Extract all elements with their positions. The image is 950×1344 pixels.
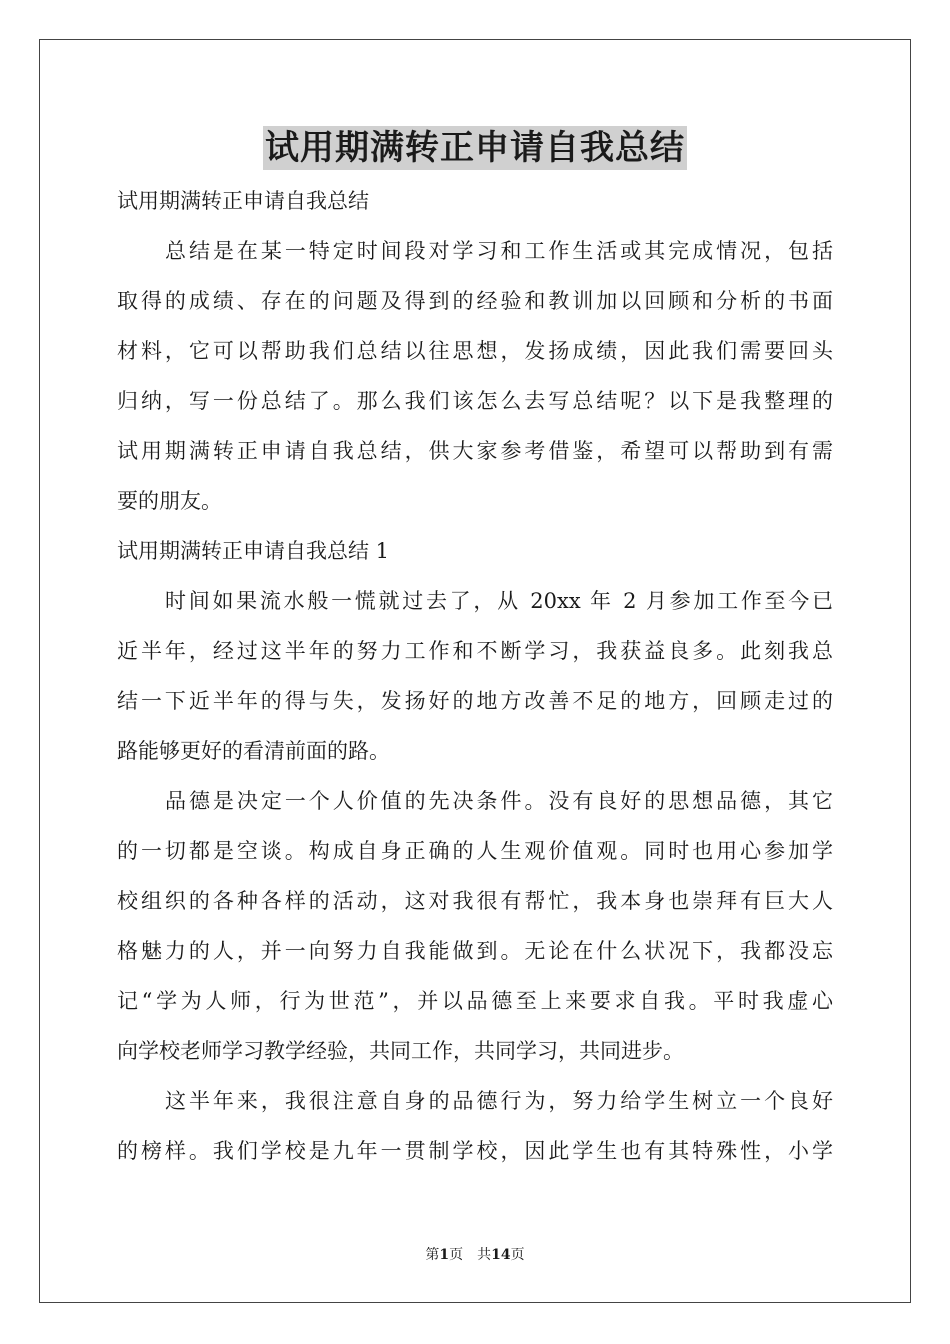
paragraph-line: 归纳，写一份总结了。那么我们该怎么去写总结呢？以下是我整理的 <box>117 389 833 413</box>
document-body <box>117 176 833 1176</box>
paragraph-line: 格魅力的人，并一向努力自我能做到。无论在什么状况下，我都没忘 <box>117 939 833 963</box>
page-footer <box>0 1245 950 1265</box>
paragraph-line: 近半年，经过这半年的努力工作和不断学习，我获益良多。此刻我总 <box>117 639 833 663</box>
page-total: 14 <box>491 1247 511 1263</box>
paragraph-line: 试用期满转正申请自我总结，供大家参考借鉴，希望可以帮助到有需 <box>117 439 833 463</box>
paragraph-line: 校组织的各种各样的活动，这对我很有帮忙，我本身也崇拜有巨大人 <box>117 889 833 913</box>
document-title: 试用期满转正申请自我总结 <box>265 128 685 168</box>
paragraph-line: 总结是在某一特定时间段对学习和工作生活或其完成情况，包括 <box>165 239 833 263</box>
paragraph-line: 路能够更好的看清前面的路。 <box>117 739 390 763</box>
intro-heading: 试用期满转正申请自我总结 <box>117 189 369 213</box>
paragraph-line: 的榜样。我们学校是九年一贯制学校，因此学生也有其特殊性，小学 <box>117 1139 833 1163</box>
paragraph-line: 要的朋友。 <box>117 489 222 513</box>
footer-suffix: 页 <box>510 1247 525 1263</box>
section-heading: 试用期满转正申请自我总结 1 <box>117 539 390 563</box>
paragraph-line: 这半年来，我很注意自身的品德行为，努力给学生树立一个良好 <box>165 1089 833 1113</box>
footer-mid: 页 共 <box>449 1247 492 1263</box>
paragraph-line: 向学校老师学习教学经验，共同工作，共同学习，共同进步。 <box>117 1039 684 1063</box>
paragraph-line: 取得的成绩、存在的问题及得到的经验和教训加以回顾和分析的书面 <box>117 289 833 313</box>
paragraph-line: 时间如果流水般一慌就过去了，从 20xx 年 2 月参加工作至今已 <box>165 589 833 613</box>
footer-prefix: 第 <box>425 1247 440 1263</box>
paragraph-line: 品德是决定一个人价值的先决条件。没有良好的思想品德，其它 <box>165 789 833 813</box>
paragraph-line: 材料，它可以帮助我们总结以往思想，发扬成绩，因此我们需要回头 <box>117 339 833 363</box>
paragraph-line: 结一下近半年的得与失，发扬好的地方改善不足的地方，回顾走过的 <box>117 689 833 713</box>
page-number: 1 <box>439 1247 450 1263</box>
title-block <box>0 126 950 170</box>
paragraph-line: 记“学为人师，行为世范”，并以品德至上来要求自我。平时我虚心 <box>117 989 833 1013</box>
paragraph-line: 的一切都是空谈。构成自身正确的人生观价值观。同时也用心参加学 <box>117 839 833 863</box>
